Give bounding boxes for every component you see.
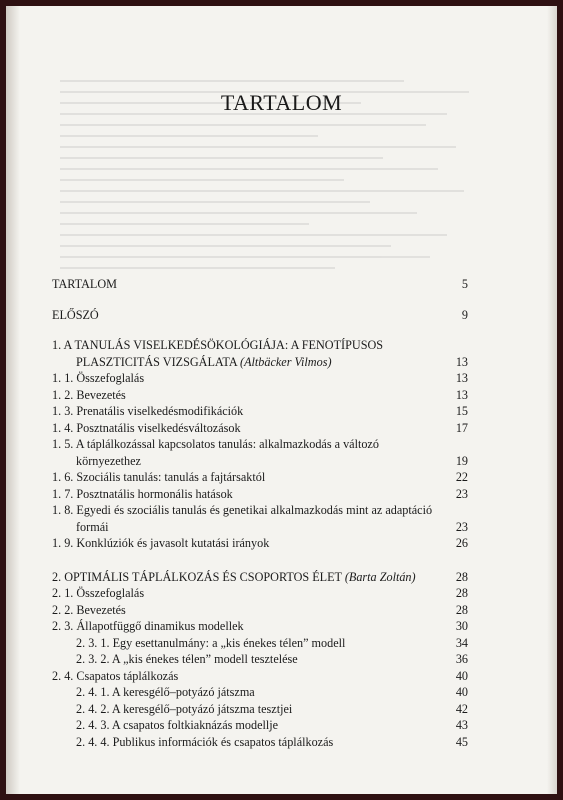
chapter-title-continued: PLASZTICITÁS VIZSGÁLATA xyxy=(76,354,237,369)
toc-section-entry[interactable] xyxy=(52,734,468,751)
toc-page-number: 26 xyxy=(455,536,468,550)
toc-page-number: 42 xyxy=(455,701,468,716)
toc-entry-tartalom[interactable] xyxy=(52,276,468,293)
toc-section-entry[interactable] xyxy=(52,403,468,420)
toc-page-number: 22 xyxy=(455,470,468,484)
toc-entry-text: 1. 3. Prenatális viselkedésmodifikációk xyxy=(52,404,244,418)
toc-page-number: 43 xyxy=(455,718,468,732)
toc-section-entry[interactable] xyxy=(52,585,468,602)
toc-entry-text: 2. 4. 3. A csapatos foltkiaknázás modellje xyxy=(76,718,279,732)
toc-page-number: 28 xyxy=(455,602,468,617)
chapter-author: (Barta Zoltán) xyxy=(344,569,416,584)
toc-section-entry[interactable] xyxy=(52,701,468,718)
toc-entry-text: 2. 3. Állapotfüggő dinamikus modellek xyxy=(52,619,244,633)
toc-page-number: 28 xyxy=(455,586,468,600)
toc-entry-text: 1. 2. Bevezetés xyxy=(52,387,126,402)
chapter-author: (Altbäcker Vilmos) xyxy=(240,354,332,369)
toc-page-number: 13 xyxy=(455,387,468,402)
toc-page-number: 19 xyxy=(455,453,468,468)
toc-section-entry[interactable] xyxy=(52,684,468,701)
toc-page-number: 15 xyxy=(455,404,468,418)
toc-entry-eloszo[interactable] xyxy=(52,307,468,324)
toc-entry-text: 2. 4. 2. A keresgélő–potyázó játszma tesztjei xyxy=(76,701,293,716)
toc-page-number: 23 xyxy=(455,486,468,501)
toc-entry-text: 1. 6. Szociális tanulás: tanulás a fajtársaktól xyxy=(52,470,266,484)
chapter-1-sections xyxy=(52,370,468,552)
chapter-title: 2. OPTIMÁLIS TÁPLÁLKOZÁS ÉS CSOPORTOS ÉLET xyxy=(52,569,342,584)
toc-section-entry[interactable] xyxy=(52,420,468,437)
chapter-2-sections xyxy=(52,585,468,750)
toc-entry-text: 2. 3. 1. Egy esettanulmány: a „kis énekes télen” modell xyxy=(76,635,346,650)
toc-entry-text: 1. 9. Konklúziók és javasolt kutatási irányok xyxy=(52,536,270,550)
toc-page-number: 5 xyxy=(461,277,468,291)
toc-section-entry[interactable] xyxy=(52,651,468,668)
toc-page-number: 13 xyxy=(455,371,468,385)
toc-section-entry[interactable] xyxy=(52,717,468,734)
toc-page-number: 17 xyxy=(455,420,468,435)
chapter-title-line-2 xyxy=(52,354,434,371)
toc-section-entry[interactable] xyxy=(52,535,468,552)
toc-entry-text: 1. 5. A táplálkozással kapcsolatos tanulás: alkalmazkodás a változó környezethez xyxy=(52,437,379,468)
toc-page-number: 36 xyxy=(455,652,468,666)
toc-section-entry[interactable] xyxy=(52,618,468,635)
toc-entry-text: ELŐSZÓ xyxy=(52,307,99,322)
toc-section-entry[interactable] xyxy=(52,502,468,535)
toc-section-entry[interactable] xyxy=(52,469,468,486)
page-title: TARTALOM xyxy=(220,90,343,115)
toc-page-number: 40 xyxy=(455,668,468,683)
toc-page-number: 9 xyxy=(461,307,468,322)
toc-page-number: 28 xyxy=(455,569,468,584)
toc-section-entry[interactable] xyxy=(52,387,468,404)
toc-entry-text: 2. 3. 2. A „kis énekes télen” modell tesztelése xyxy=(76,652,298,666)
toc-entry-text: 1. 8. Egyedi és szociális tanulás és genetikai alkalmazkodás mint az adaptáció formái xyxy=(52,503,433,534)
toc-entry-text: 1. 7. Posztnatális hormonális hatások xyxy=(52,486,233,501)
toc-entry-text: 2. 4. 1. A keresgélő–potyázó játszma xyxy=(76,685,255,699)
toc-section-entry[interactable] xyxy=(52,370,468,387)
toc-entry-text: 1. 1. Összefoglalás xyxy=(52,371,145,385)
toc-page-number: 45 xyxy=(455,734,468,749)
toc-page-number: 13 xyxy=(455,354,468,369)
spine-shadow xyxy=(6,6,20,794)
toc-section-entry[interactable] xyxy=(52,602,468,619)
toc-section-entry[interactable] xyxy=(52,486,468,503)
toc-chapter-1[interactable] xyxy=(52,337,468,370)
toc-entry-text: 2. 2. Bevezetés xyxy=(52,602,126,617)
table-of-contents xyxy=(52,276,468,750)
toc-entry-text: 2. 4. Csapatos táplálkozás xyxy=(52,668,179,683)
page-edge-shadow xyxy=(547,6,557,794)
toc-section-entry[interactable] xyxy=(52,436,468,469)
toc-page-number: 34 xyxy=(455,635,468,650)
toc-entry-text: 1. 4. Posztnatális viselkedésváltozások xyxy=(52,420,241,435)
chapter-title-line-1: 1. A TANULÁS VISELKEDÉSÖKOLÓGIÁJA: A FENOTÍPUSOS xyxy=(52,338,384,352)
toc-chapter-2[interactable] xyxy=(52,569,468,586)
toc-section-entry[interactable] xyxy=(52,635,468,652)
toc-entry-text: TARTALOM xyxy=(52,277,118,291)
toc-section-entry[interactable] xyxy=(52,668,468,685)
toc-page-number: 23 xyxy=(455,519,468,534)
toc-entry-text: 2. 4. 4. Publikus információk és csapatos táplálkozás xyxy=(76,734,334,749)
toc-page-number: 40 xyxy=(455,685,468,699)
toc-entry-text: 2. 1. Összefoglalás xyxy=(52,586,145,600)
toc-page-number: 30 xyxy=(455,619,468,633)
